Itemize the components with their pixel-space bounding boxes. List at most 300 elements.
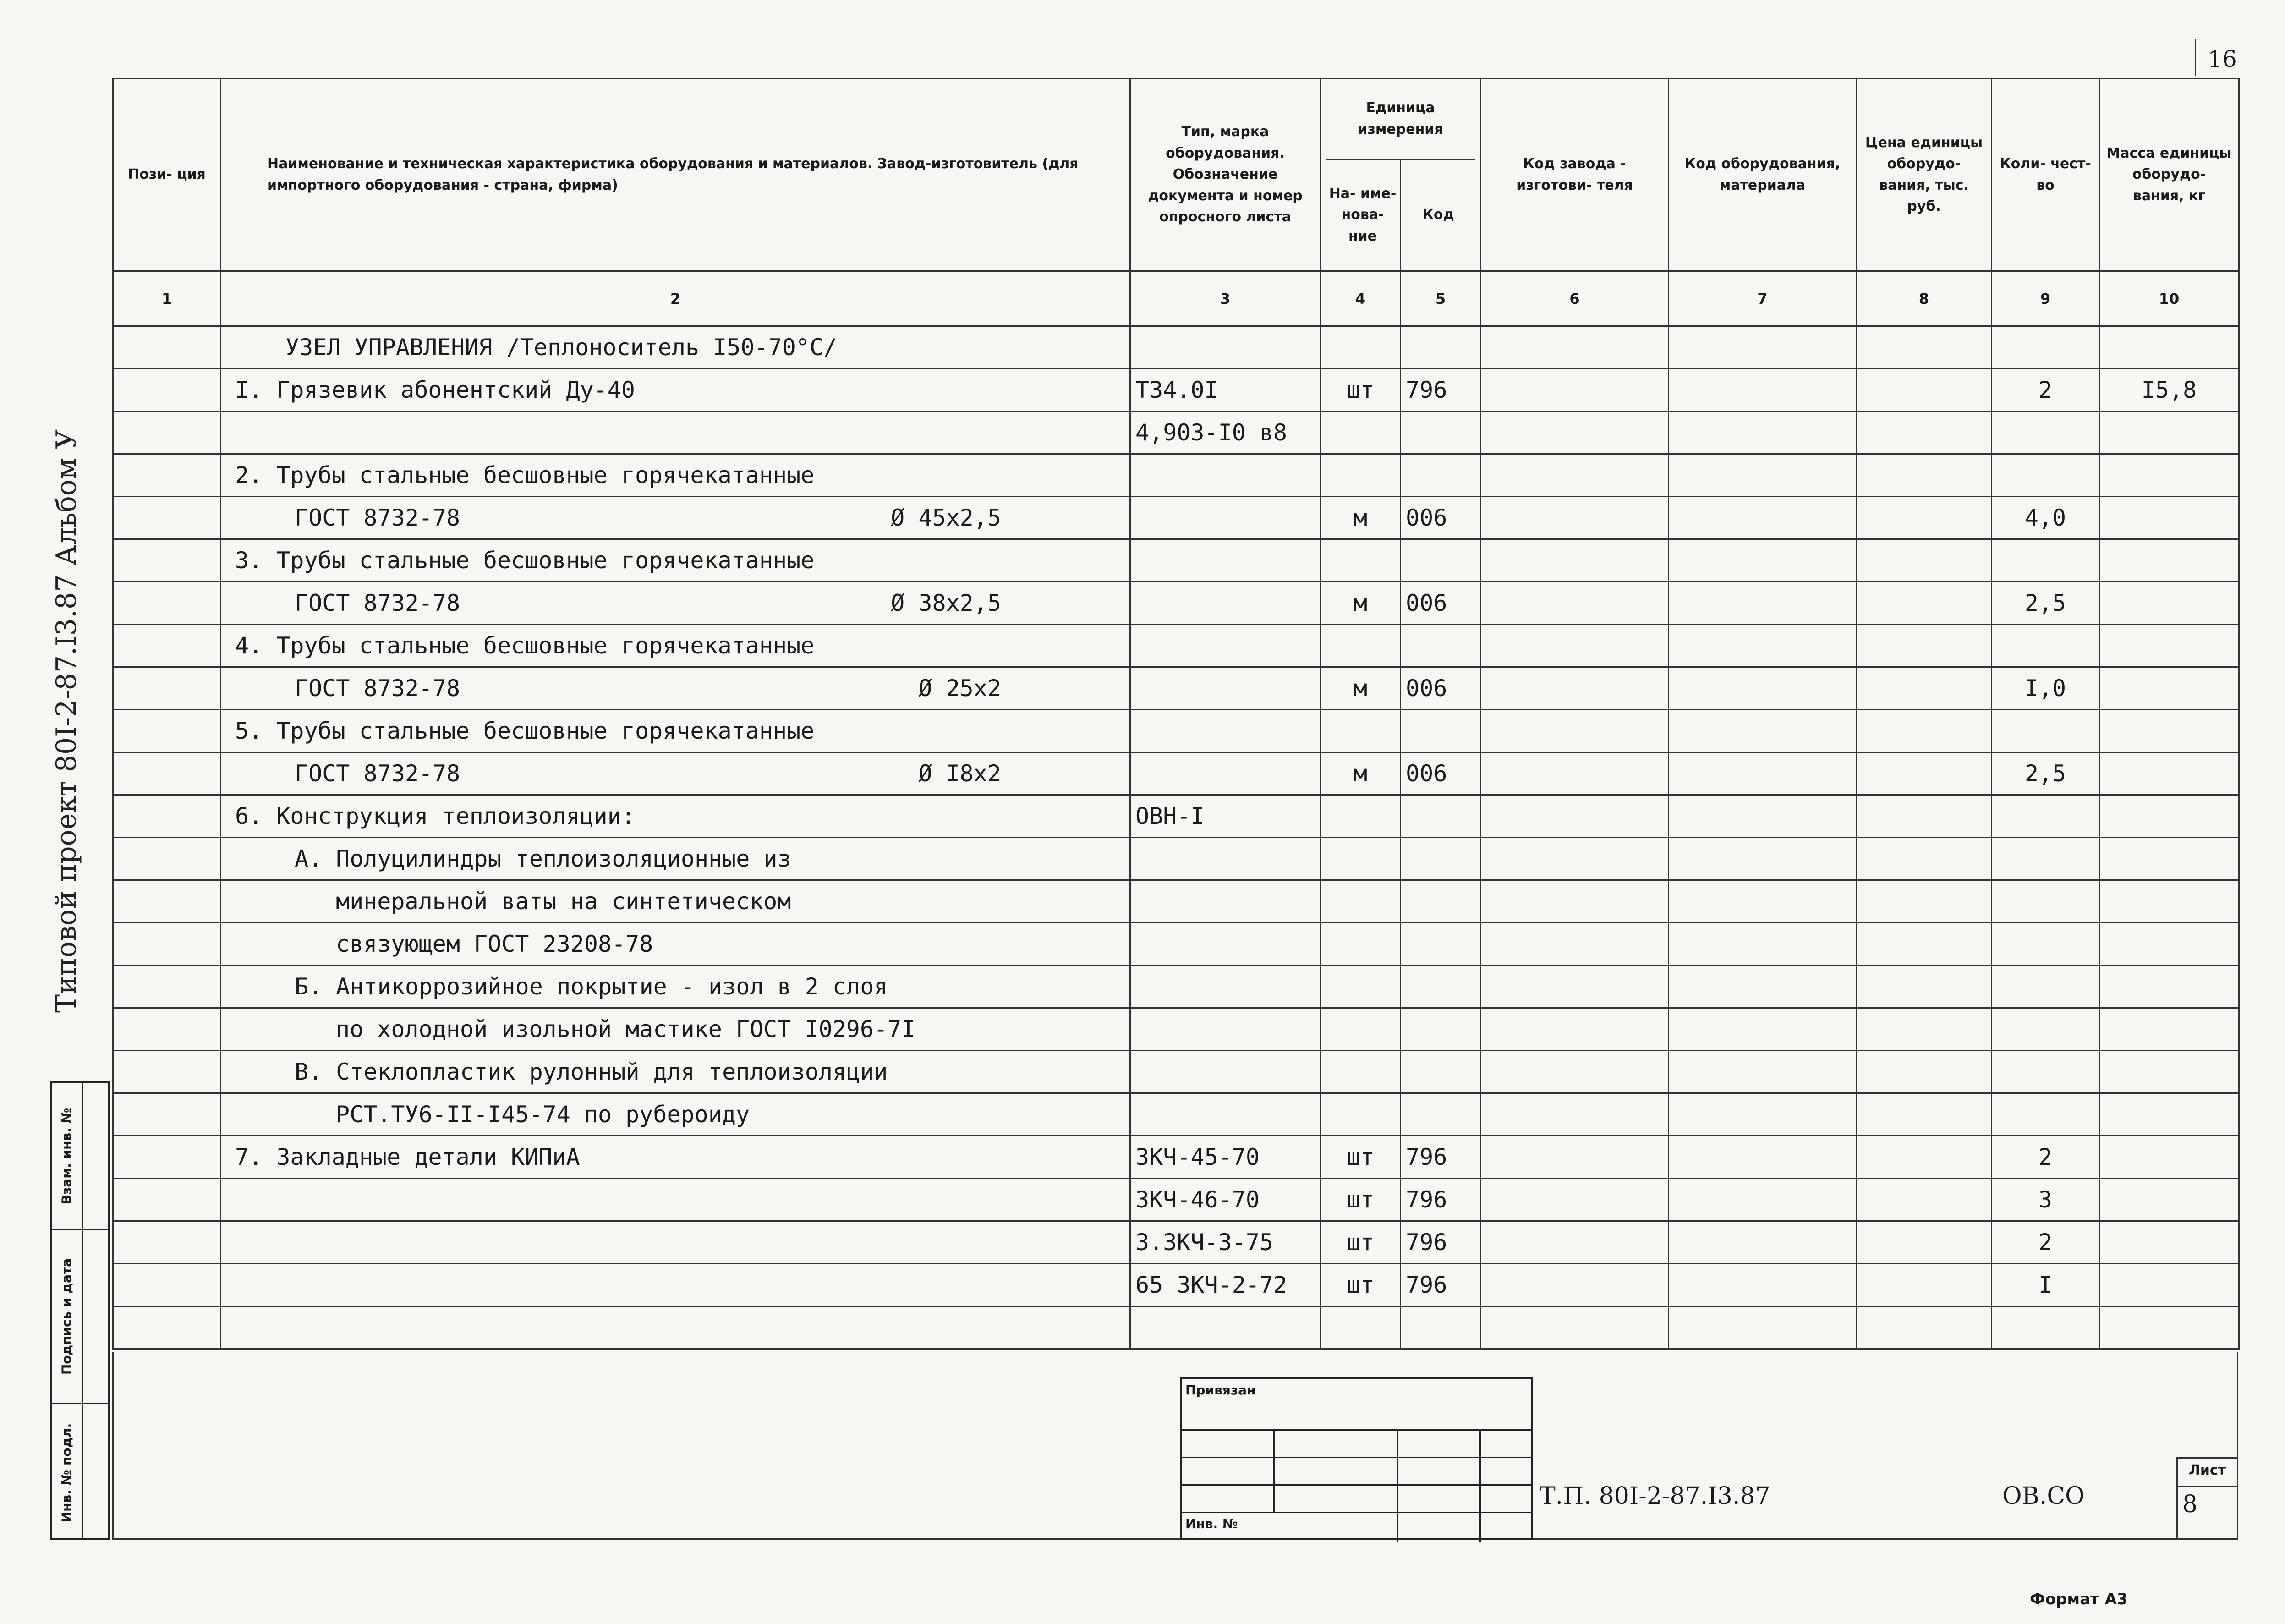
cell-price — [1857, 880, 1992, 923]
column-number: 8 — [1857, 271, 1992, 326]
cell-quantity: I — [1992, 1264, 2099, 1306]
table-row — [113, 1093, 2239, 1136]
cell-plant-code — [1481, 497, 1669, 539]
cell-equipment-code — [1669, 369, 1857, 411]
cell-name — [221, 838, 1130, 880]
table-row — [113, 454, 2239, 497]
cell-mass — [2099, 1264, 2239, 1306]
cell-mass — [2099, 1306, 2239, 1349]
cell-mass — [2099, 710, 2239, 752]
cell-unit-code — [1401, 795, 1481, 838]
cell-name — [221, 1093, 1130, 1136]
stamp-cell-original — [52, 1404, 108, 1542]
cell-type — [1130, 1306, 1321, 1349]
cell-plant-code — [1481, 411, 1669, 454]
cell-mass — [2099, 1093, 2239, 1136]
cell-plant-code — [1481, 582, 1669, 625]
cell-equipment-code — [1669, 1264, 1857, 1306]
cell-unit-code — [1401, 454, 1481, 497]
cell-equipment-code — [1669, 1051, 1857, 1093]
cell-equipment-code — [1669, 1093, 1857, 1136]
table-row — [113, 1136, 2239, 1179]
table-row — [113, 411, 2239, 454]
cell-plant-code — [1481, 1306, 1669, 1349]
cell-quantity: I,0 — [1992, 667, 2099, 710]
cell-position — [113, 539, 221, 582]
cell-type — [1130, 966, 1321, 1008]
cell-plant-code — [1481, 539, 1669, 582]
cell-unit-code: 796 — [1401, 1136, 1481, 1179]
cell-name — [221, 1179, 1130, 1221]
cell-mass — [2099, 625, 2239, 667]
cell-price — [1857, 1221, 1992, 1264]
cell-unit — [1321, 710, 1401, 752]
cell-type — [1130, 667, 1321, 710]
cell-position — [113, 1264, 221, 1306]
stamp-attached-label: Привязан — [1185, 1383, 1256, 1398]
cell-quantity: 2 — [1992, 1136, 2099, 1179]
cell-price — [1857, 710, 1992, 752]
cell-price — [1857, 966, 1992, 1008]
cell-unit — [1321, 795, 1401, 838]
table-row — [113, 625, 2239, 667]
table-row — [113, 497, 2239, 539]
cell-name-text: УЗЕЛ УПРАВЛЕНИЯ /Теплоноситель I50-70°С/ — [285, 334, 838, 361]
cell-name-text: РСТ.ТУ6-II-I45-74 по рубероиду — [336, 1101, 750, 1128]
cell-price — [1857, 411, 1992, 454]
header-unit-code: Код — [1400, 160, 1475, 270]
cell-name-text: I. Грязевик абонентский Ду-40 — [235, 377, 635, 403]
cell-price — [1857, 752, 1992, 795]
cell-name — [221, 667, 1130, 710]
document-suffix: ОВ.СО — [2002, 1482, 2085, 1510]
cell-type — [1130, 838, 1321, 880]
cell-name-text: Б. Антикоррозийное покрытие - изол в 2 слоя — [295, 973, 888, 1000]
cell-plant-code — [1481, 1093, 1669, 1136]
cell-unit — [1321, 880, 1401, 923]
cell-name — [221, 454, 1130, 497]
cell-type — [1130, 1051, 1321, 1093]
cell-equipment-code — [1669, 1221, 1857, 1264]
cell-name — [221, 752, 1130, 795]
cell-price — [1857, 838, 1992, 880]
attachment-stamp — [1180, 1377, 1533, 1540]
cell-name — [221, 1221, 1130, 1264]
table-row — [113, 1179, 2239, 1221]
cell-equipment-code — [1669, 1179, 1857, 1221]
cell-name — [221, 1051, 1130, 1093]
cell-unit: шт — [1321, 1179, 1401, 1221]
table-row — [113, 326, 2239, 369]
cell-position — [113, 1136, 221, 1179]
stamp-cell-signature — [52, 1230, 108, 1404]
cell-position — [113, 625, 221, 667]
cell-quantity — [1992, 1306, 2099, 1349]
table-row — [113, 838, 2239, 880]
cell-position — [113, 497, 221, 539]
column-number: 4 — [1321, 271, 1401, 326]
cell-equipment-code — [1669, 582, 1857, 625]
stamp-line — [1182, 1429, 1531, 1431]
cell-plant-code — [1481, 667, 1669, 710]
header-position: Пози- ция — [113, 79, 221, 271]
cell-mass — [2099, 1136, 2239, 1179]
cell-unit — [1321, 1306, 1401, 1349]
cell-unit — [1321, 625, 1401, 667]
cell-position — [113, 880, 221, 923]
table-row — [113, 667, 2239, 710]
table-row — [113, 582, 2239, 625]
cell-price — [1857, 1093, 1992, 1136]
stamp-label-signature: Подпись и дата — [59, 1258, 74, 1375]
cell-type: ЗКЧ-45-70 — [1130, 1136, 1321, 1179]
cell-mass — [2099, 411, 2239, 454]
cell-name-text: минеральной ваты на синтетическом — [336, 888, 791, 915]
cell-unit — [1321, 923, 1401, 966]
cell-mass — [2099, 1179, 2239, 1221]
cell-name — [221, 880, 1130, 923]
cell-price — [1857, 923, 1992, 966]
cell-mass — [2099, 795, 2239, 838]
cell-unit — [1321, 411, 1401, 454]
cell-unit — [1321, 454, 1401, 497]
cell-equipment-code — [1669, 880, 1857, 923]
cell-name-text: 4. Трубы стальные бесшовные горячекатанные — [235, 632, 815, 659]
sheet-box — [2176, 1457, 2238, 1540]
cell-quantity — [1992, 838, 2099, 880]
cell-mass — [2099, 966, 2239, 1008]
column-number: 2 — [221, 271, 1130, 326]
cell-price — [1857, 369, 1992, 411]
table-row — [113, 1051, 2239, 1093]
cell-name — [221, 966, 1130, 1008]
cell-equipment-code — [1669, 454, 1857, 497]
cell-position — [113, 369, 221, 411]
cell-name — [221, 1008, 1130, 1051]
cell-equipment-code — [1669, 625, 1857, 667]
column-number: 9 — [1992, 271, 2099, 326]
cell-equipment-code — [1669, 497, 1857, 539]
cell-position — [113, 923, 221, 966]
cell-diameter: Ø I8х2 — [918, 760, 1001, 787]
cell-unit: м — [1321, 497, 1401, 539]
sheet-divider — [2178, 1486, 2237, 1487]
cell-name-text: ГОСТ 8732-78 — [295, 505, 460, 531]
cell-name-text: 7. Закладные детали КИПиА — [235, 1144, 580, 1170]
cell-quantity — [1992, 1051, 2099, 1093]
cell-type — [1130, 326, 1321, 369]
stamp-cell-replacement — [52, 1083, 108, 1230]
cell-position — [113, 411, 221, 454]
cell-mass: I5,8 — [2099, 369, 2239, 411]
cell-diameter: Ø 38х2,5 — [891, 590, 1001, 616]
cell-unit — [1321, 966, 1401, 1008]
table-row — [113, 880, 2239, 923]
cell-price — [1857, 1306, 1992, 1349]
cell-plant-code — [1481, 1051, 1669, 1093]
cell-mass — [2099, 880, 2239, 923]
cell-unit-code — [1401, 966, 1481, 1008]
column-number: 1 — [113, 271, 221, 326]
cell-type — [1130, 454, 1321, 497]
cell-mass — [2099, 539, 2239, 582]
cell-unit-code: 006 — [1401, 582, 1481, 625]
cell-equipment-code — [1669, 1306, 1857, 1349]
table-row — [113, 539, 2239, 582]
cell-name-text: связующем ГОСТ 23208-78 — [336, 931, 653, 957]
column-number: 6 — [1481, 271, 1669, 326]
cell-price — [1857, 326, 1992, 369]
header-type: Тип, марка оборудования. Обозначение документа и номер опросного листа — [1130, 79, 1321, 271]
header-price: Цена единицы оборудо- вания, тыс. руб. — [1857, 79, 1992, 271]
cell-price — [1857, 497, 1992, 539]
cell-plant-code — [1481, 710, 1669, 752]
header-mass: Масса единицы оборудо- вания, кг — [2099, 79, 2239, 271]
cell-name — [221, 539, 1130, 582]
cell-name — [221, 326, 1130, 369]
cell-unit: м — [1321, 582, 1401, 625]
cell-quantity — [1992, 923, 2099, 966]
specification-table — [112, 78, 2240, 1350]
cell-type — [1130, 582, 1321, 625]
cell-mass — [2099, 1051, 2239, 1093]
cell-type — [1130, 1093, 1321, 1136]
cell-price — [1857, 625, 1992, 667]
cell-unit-code: 796 — [1401, 1179, 1481, 1221]
stamp-label-original: Инв. № подл. — [59, 1423, 74, 1523]
header-unit-group — [1321, 79, 1481, 271]
column-number: 3 — [1130, 271, 1321, 326]
cell-name — [221, 497, 1130, 539]
cell-plant-code — [1481, 369, 1669, 411]
cell-type — [1130, 923, 1321, 966]
cell-position — [113, 667, 221, 710]
cell-name — [221, 625, 1130, 667]
cell-name — [221, 1136, 1130, 1179]
cell-plant-code — [1481, 326, 1669, 369]
cell-unit: шт — [1321, 1221, 1401, 1264]
page-number: 16 — [2208, 46, 2237, 72]
cell-equipment-code — [1669, 710, 1857, 752]
cell-type — [1130, 752, 1321, 795]
cell-name — [221, 411, 1130, 454]
cell-quantity: 2,5 — [1992, 752, 2099, 795]
stamp-vline — [1273, 1429, 1275, 1512]
cell-position — [113, 752, 221, 795]
cell-mass — [2099, 582, 2239, 625]
cell-name — [221, 582, 1130, 625]
cell-unit — [1321, 838, 1401, 880]
cell-quantity — [1992, 880, 2099, 923]
cell-type: ТЗ4.0I — [1130, 369, 1321, 411]
cell-position — [113, 1221, 221, 1264]
cell-position — [113, 795, 221, 838]
table-row — [113, 752, 2239, 795]
cell-unit-code: 796 — [1401, 1221, 1481, 1264]
cell-quantity: 3 — [1992, 1179, 2099, 1221]
cell-equipment-code — [1669, 1008, 1857, 1051]
cell-plant-code — [1481, 1179, 1669, 1221]
cell-equipment-code — [1669, 795, 1857, 838]
cell-quantity: 4,0 — [1992, 497, 2099, 539]
cell-position — [113, 326, 221, 369]
cell-mass — [2099, 838, 2239, 880]
cell-price — [1857, 667, 1992, 710]
cell-position — [113, 582, 221, 625]
cell-unit: шт — [1321, 1264, 1401, 1306]
cell-unit-code: 006 — [1401, 752, 1481, 795]
cell-type — [1130, 625, 1321, 667]
cell-name-text: ГОСТ 8732-78 — [295, 590, 460, 616]
header-name: Наименование и техническая характеристика оборудования и материалов. Завод-изготовитель (для импортного оборудования - страна, фирма) — [221, 79, 1130, 271]
cell-type: 4,903-I0 в8 — [1130, 411, 1321, 454]
header-quantity: Коли- чест- во — [1992, 79, 2099, 271]
stamp-vline — [1479, 1429, 1481, 1542]
stamp-inv-label: Инв. № — [1185, 1516, 1238, 1531]
table-row — [113, 1306, 2239, 1349]
header-equipment-code: Код оборудования, материала — [1669, 79, 1857, 271]
stamp-vline — [1397, 1429, 1398, 1542]
cell-quantity — [1992, 966, 2099, 1008]
cell-quantity — [1992, 625, 2099, 667]
cell-quantity — [1992, 710, 2099, 752]
header-unit-name: На- име- нова- ние — [1329, 185, 1397, 244]
cell-unit — [1321, 1008, 1401, 1051]
cell-name — [221, 923, 1130, 966]
cell-name-text: по холодной изольной мастике ГОСТ I0296-7I — [336, 1016, 915, 1042]
cell-plant-code — [1481, 1221, 1669, 1264]
cell-type — [1130, 539, 1321, 582]
cell-equipment-code — [1669, 326, 1857, 369]
cell-plant-code — [1481, 966, 1669, 1008]
cell-price — [1857, 795, 1992, 838]
cell-price — [1857, 1136, 1992, 1179]
cell-mass — [2099, 923, 2239, 966]
cell-plant-code — [1481, 1136, 1669, 1179]
column-number: 10 — [2099, 271, 2239, 326]
stamp-line — [1182, 1512, 1531, 1513]
cell-unit-code: 006 — [1401, 497, 1481, 539]
cell-equipment-code — [1669, 667, 1857, 710]
cell-mass — [2099, 1221, 2239, 1264]
cell-type: ОВН-I — [1130, 795, 1321, 838]
cell-mass — [2099, 497, 2239, 539]
cell-name — [221, 369, 1130, 411]
cell-name-text: 6. Конструкция теплоизоляции: — [235, 803, 635, 829]
format-label: Формат А3 — [2030, 1590, 2128, 1608]
cell-name — [221, 795, 1130, 838]
cell-plant-code — [1481, 752, 1669, 795]
cell-unit-code: 006 — [1401, 667, 1481, 710]
cell-type — [1130, 1008, 1321, 1051]
document-code: Т.П. 80I-2-87.I3.87 — [1540, 1482, 1770, 1510]
cell-type: ЗКЧ-46-70 — [1130, 1179, 1321, 1221]
cell-position — [113, 838, 221, 880]
cell-unit-code — [1401, 923, 1481, 966]
cell-position — [113, 1179, 221, 1221]
cell-position — [113, 454, 221, 497]
stamp-line — [1182, 1484, 1531, 1486]
cell-unit-code — [1401, 880, 1481, 923]
cell-diameter: Ø 25х2 — [918, 675, 1001, 702]
cell-type — [1130, 710, 1321, 752]
cell-unit-code — [1401, 1306, 1481, 1349]
cell-unit-code — [1401, 710, 1481, 752]
table-header-row — [113, 79, 2239, 271]
cell-equipment-code — [1669, 1136, 1857, 1179]
cell-unit-code — [1401, 326, 1481, 369]
cell-name — [221, 1306, 1130, 1349]
cell-name — [221, 710, 1130, 752]
cell-price — [1857, 582, 1992, 625]
cell-equipment-code — [1669, 752, 1857, 795]
cell-unit-code — [1401, 1093, 1481, 1136]
cell-name-text: А. Полуцилиндры теплоизоляционные из — [295, 845, 791, 872]
cell-type: 65 ЗКЧ-2-72 — [1130, 1264, 1321, 1306]
cell-plant-code — [1481, 838, 1669, 880]
cell-unit — [1321, 326, 1401, 369]
bottom-frame — [112, 1352, 2238, 1540]
cell-quantity — [1992, 454, 2099, 497]
table-body — [113, 326, 2239, 1349]
cell-equipment-code — [1669, 539, 1857, 582]
cell-plant-code — [1481, 454, 1669, 497]
header-unit-title: Единица измерения — [1326, 79, 1475, 160]
cell-price — [1857, 1051, 1992, 1093]
cell-price — [1857, 1179, 1992, 1221]
cell-unit: шт — [1321, 369, 1401, 411]
cell-name-text: ГОСТ 8732-78 — [295, 675, 460, 702]
cell-unit-code — [1401, 625, 1481, 667]
cell-mass — [2099, 667, 2239, 710]
cell-unit — [1321, 539, 1401, 582]
cell-mass — [2099, 1008, 2239, 1051]
cell-equipment-code — [1669, 838, 1857, 880]
cell-price — [1857, 539, 1992, 582]
cell-position — [113, 1008, 221, 1051]
cell-unit — [1321, 1051, 1401, 1093]
cell-name-text: 2. Трубы стальные бесшовные горячекатанные — [235, 462, 815, 488]
column-number: 7 — [1669, 271, 1857, 326]
cell-quantity — [1992, 411, 2099, 454]
cell-unit-code — [1401, 838, 1481, 880]
cell-name-text: В. Стеклопластик рулонный для теплоизоляции — [295, 1059, 888, 1085]
cell-quantity — [1992, 326, 2099, 369]
cell-plant-code — [1481, 625, 1669, 667]
cell-name-text: ГОСТ 8732-78 — [295, 760, 460, 787]
cell-quantity — [1992, 539, 2099, 582]
cell-equipment-code — [1669, 923, 1857, 966]
cell-unit-code: 796 — [1401, 1264, 1481, 1306]
column-number: 5 — [1401, 271, 1481, 326]
cell-name-text: 5. Трубы стальные бесшовные горячекатанные — [235, 718, 815, 744]
cell-equipment-code — [1669, 966, 1857, 1008]
cell-unit-code — [1401, 411, 1481, 454]
cell-unit-code — [1401, 539, 1481, 582]
cell-mass — [2099, 326, 2239, 369]
cell-position — [113, 1306, 221, 1349]
cell-plant-code — [1481, 880, 1669, 923]
cell-position — [113, 1093, 221, 1136]
cell-quantity — [1992, 1093, 2099, 1136]
cell-position — [113, 710, 221, 752]
cell-plant-code — [1481, 795, 1669, 838]
cell-unit: м — [1321, 667, 1401, 710]
cell-quantity: 2,5 — [1992, 582, 2099, 625]
cell-quantity — [1992, 1008, 2099, 1051]
cell-unit — [1321, 1093, 1401, 1136]
sheet-label: Лист — [2188, 1462, 2226, 1478]
